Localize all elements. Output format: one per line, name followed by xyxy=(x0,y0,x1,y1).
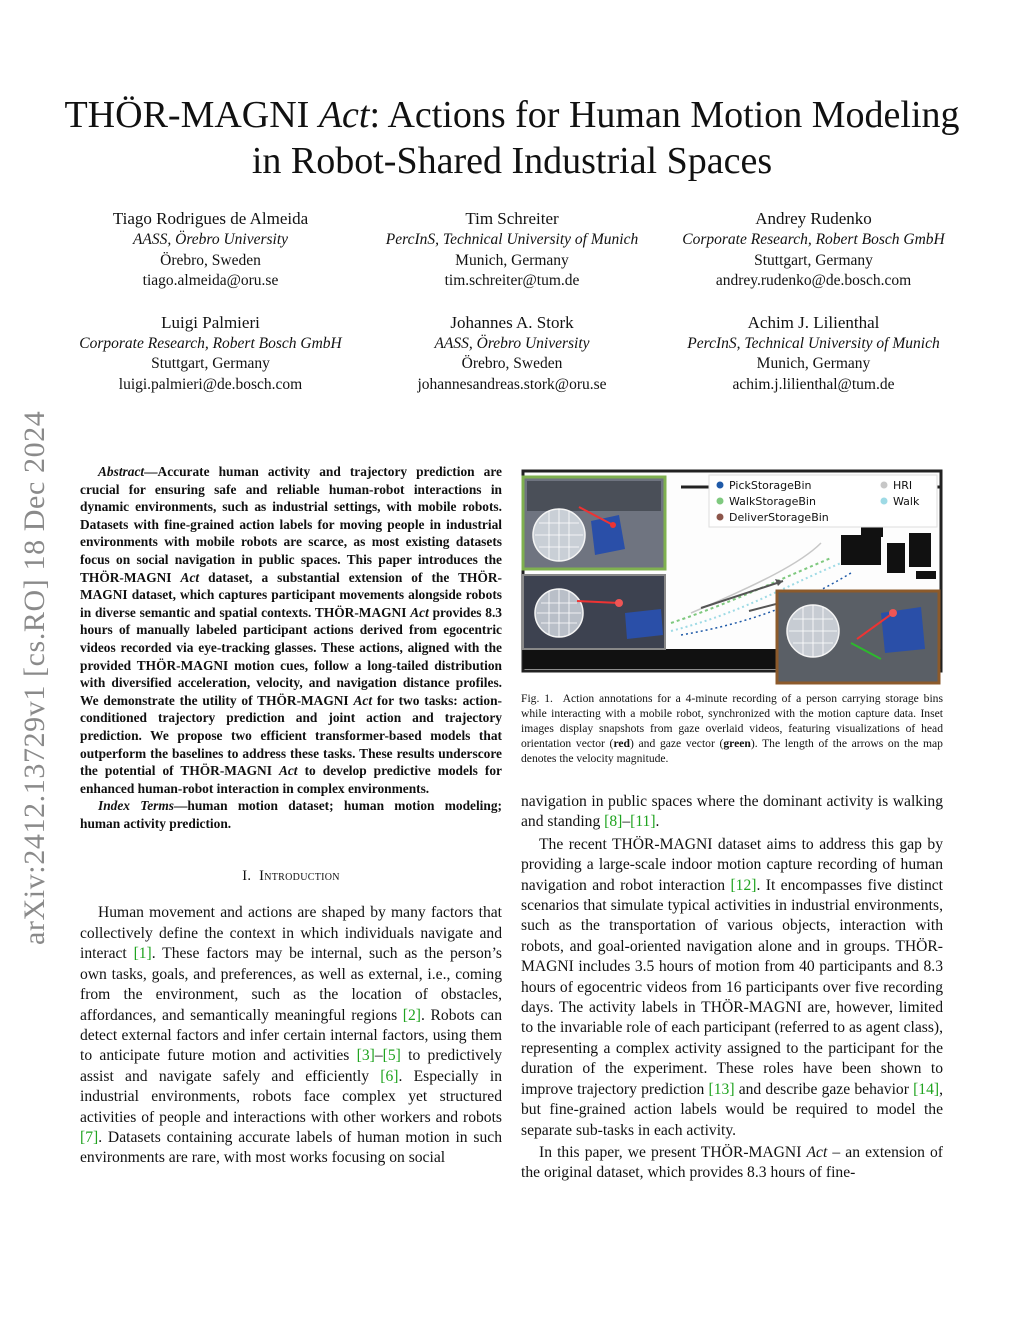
legend-label-0: PickStorageBin xyxy=(729,479,812,492)
author-block xyxy=(60,208,964,395)
citation-link[interactable]: [12] xyxy=(730,876,757,894)
legend-marker-0 xyxy=(717,482,724,489)
author-affiliation: AASS, Örebro University xyxy=(434,334,590,352)
legend-label-2: DeliverStorageBin xyxy=(729,511,829,524)
author xyxy=(362,208,663,292)
author xyxy=(362,312,663,396)
legend-marker-2 xyxy=(717,514,724,521)
caption-label: Fig. 1. xyxy=(521,692,553,705)
author-affiliation: Corporate Research, Robert Bosch GmbH xyxy=(79,334,342,352)
author xyxy=(663,208,964,292)
author-city: Örebro, Sweden xyxy=(160,251,261,269)
intro-paragraph: In this paper, we present THÖR-MAGNI Act – an extension of the original dataset, which provides 8.3 hours of fine- xyxy=(521,1143,943,1182)
author-email[interactable]: tim.schreiter@tum.de xyxy=(444,272,580,289)
author-email[interactable]: achim.j.lilienthal@tum.de xyxy=(732,375,895,393)
index-terms-label: Index Terms xyxy=(98,798,174,814)
legend-marker-3 xyxy=(881,482,888,489)
author xyxy=(60,208,361,292)
title-suffix: : Actions for Human Motion Modeling in Robot-Shared Industrial Spaces xyxy=(251,94,960,182)
author-name: Achim J. Lilienthal xyxy=(747,312,880,332)
author-name: Tiago Rodrigues de Almeida xyxy=(112,209,309,228)
arxiv-side-stamp: arXiv:2412.13729v1 [cs.RO] 18 Dec 2024 xyxy=(18,410,51,945)
author-row xyxy=(60,208,964,292)
legend-marker-4 xyxy=(881,498,888,505)
citation-link[interactable]: [7] xyxy=(80,1128,99,1146)
author-email[interactable]: johannesandreas.stork@oru.se xyxy=(417,375,607,393)
legend-label-4: Walk xyxy=(893,495,920,508)
legend-marker-1 xyxy=(717,498,724,505)
author-affiliation: PercInS, Technical University of Munich xyxy=(687,334,940,352)
left-column xyxy=(80,463,502,1171)
author-affiliation: Corporate Research, Robert Bosch GmbH xyxy=(682,231,945,248)
figure-image xyxy=(521,463,943,685)
title-italic: Act xyxy=(318,94,370,136)
figure-1 xyxy=(521,463,943,685)
intro-paragraph: Human movement and actions are shaped by many factors that collectively define the context in which individuals navigate and interact [1]. These factors may be internal, such as the person’s own tasks, goals, and preferences, as well as external, i.e., coming from the environment, such as the location of obstacles, affordances, and semantically meaningful regions [2]. Robots can detect external factors and infer certain internal factors, using them to anticipate future motion and activities [3]–[5] to predictively assist and navigate safely and efficiently [6]. Especially in industrial environments, robots face complex yet structured activities of people and interactions with other workers and robots [7]. Datasets containing accurate labels of human motion in such environments are rare, with most works focusing on social xyxy=(80,904,502,1167)
author-name: Luigi Palmieri xyxy=(161,312,260,332)
author-name: Andrey Rudenko xyxy=(755,209,872,228)
citation-link[interactable]: [13] xyxy=(708,1080,735,1098)
citation-link[interactable]: [5] xyxy=(382,1047,401,1065)
citation-link[interactable]: [14] xyxy=(913,1080,940,1098)
author-email[interactable]: luigi.palmieri@de.bosch.com xyxy=(118,375,303,393)
citation-link[interactable]: [8] xyxy=(604,813,623,831)
author xyxy=(60,312,361,396)
author-city: Munich, Germany xyxy=(756,355,871,372)
legend-label-3: HRI xyxy=(893,479,913,492)
author-name: Johannes A. Stork xyxy=(450,312,574,332)
paper-title xyxy=(60,92,964,184)
author-email[interactable]: tiago.almeida@oru.se xyxy=(142,272,279,289)
abstract-label: Abstract xyxy=(98,464,145,479)
author-affiliation: AASS, Örebro University xyxy=(132,231,289,248)
author-name: Tim Schreiter xyxy=(465,209,559,228)
figure-caption: Fig. 1. Action annotations for a 4-minute recording of a person carrying storage bins while interacting with a mobile robot, synchronized with the motion capture data. Inset images display snapshots from gaze overlaid videos, featuring visualizations of head orientation vector (red) and gaze vector (green). The length of the arrows on the map denotes the velocity magnitude. xyxy=(521,692,943,765)
author-city: Stuttgart, Germany xyxy=(754,251,873,269)
author-city: Örebro, Sweden xyxy=(461,355,563,372)
abstract: Abstract—Accurate human activity and trajectory prediction are crucial for ensuring safe and reliable human-robot interactions in dynamic environments, such as industrial settings, with mobile robots. Datasets with fine-grained action labels for moving people in industrial environments with mobile robots are scarce, as most existing datasets focus on social navigation in public spaces. This paper introduces the THÖR-MAGNI Act dataset, a substantial extension of the THÖR-MAGNI dataset, which captures participant movements alongside robots in diverse semantic and spatial contexts. THÖR-MAGNI Act provides 8.3 hours of manually labeled participant actions derived from egocentric videos recorded via eye-tracking glasses. These actions, aligned with the provided THÖR-MAGNI motion cues, follow a long-tailed distribution with diversified acceleration, velocity, and navigation distance profiles. We demonstrate the utility of THÖR-MAGNI Act for two tasks: action-conditioned trajectory prediction and joint action and trajectory prediction. We propose two efficient transformer-based models that outperform the baselines to address these tasks. These results underscore the potential of THÖR-MAGNI Act to develop predictive models for enhanced human-robot interaction in complex environments. xyxy=(80,464,502,796)
author-affiliation: PercInS, Technical University of Munich xyxy=(385,231,639,248)
citation-link[interactable]: [1] xyxy=(133,945,152,963)
citation-link[interactable]: [11] xyxy=(630,813,656,831)
citation-link[interactable]: [3] xyxy=(356,1047,375,1065)
title-prefix: THÖR-MAGNI xyxy=(64,94,319,136)
author-email[interactable]: andrey.rudenko@de.bosch.com xyxy=(715,272,912,289)
intro-paragraph: navigation in public spaces where the dominant activity is walking and standing [8]–[11]. xyxy=(521,793,943,831)
author xyxy=(663,312,964,396)
legend-label-1: WalkStorageBin xyxy=(729,495,816,508)
section-heading: I. Introduction xyxy=(242,868,340,885)
index-terms: Index Terms—human motion dataset; human motion modeling; human activity prediction. xyxy=(80,798,502,831)
author-row xyxy=(60,312,964,396)
intro-paragraph: The recent THÖR-MAGNI dataset aims to address this gap by providing a large-scale indoor motion capture recording of human navigation and robot interaction [12]. It encompasses five distinct scenarios that simulate typical activities in industrial environments, such as the transportation of various objects, interaction with robots, and goal-oriented navigation alone and in groups. THÖR-MAGNI includes 3.5 hours of motion from 40 participants and 8.3 hours of egocentric videos from 16 participants over five recording days. The activity labels in THÖR-MAGNI are, however, limited to the invariable role of each participant (referred to as agent class), representing a complex activity assigned to the participant for the duration of the experiment. These roles have been shown to improve trajectory prediction [13] and describe gaze behavior [14], but fine-grained action labels would be required to model the separate sub-tasks in each activity. xyxy=(521,835,943,1139)
author-city: Munich, Germany xyxy=(455,251,569,269)
right-column xyxy=(521,463,943,1186)
author-city: Stuttgart, Germany xyxy=(151,355,270,372)
citation-link[interactable]: [6] xyxy=(380,1067,399,1085)
citation-link[interactable]: [2] xyxy=(402,1006,421,1024)
